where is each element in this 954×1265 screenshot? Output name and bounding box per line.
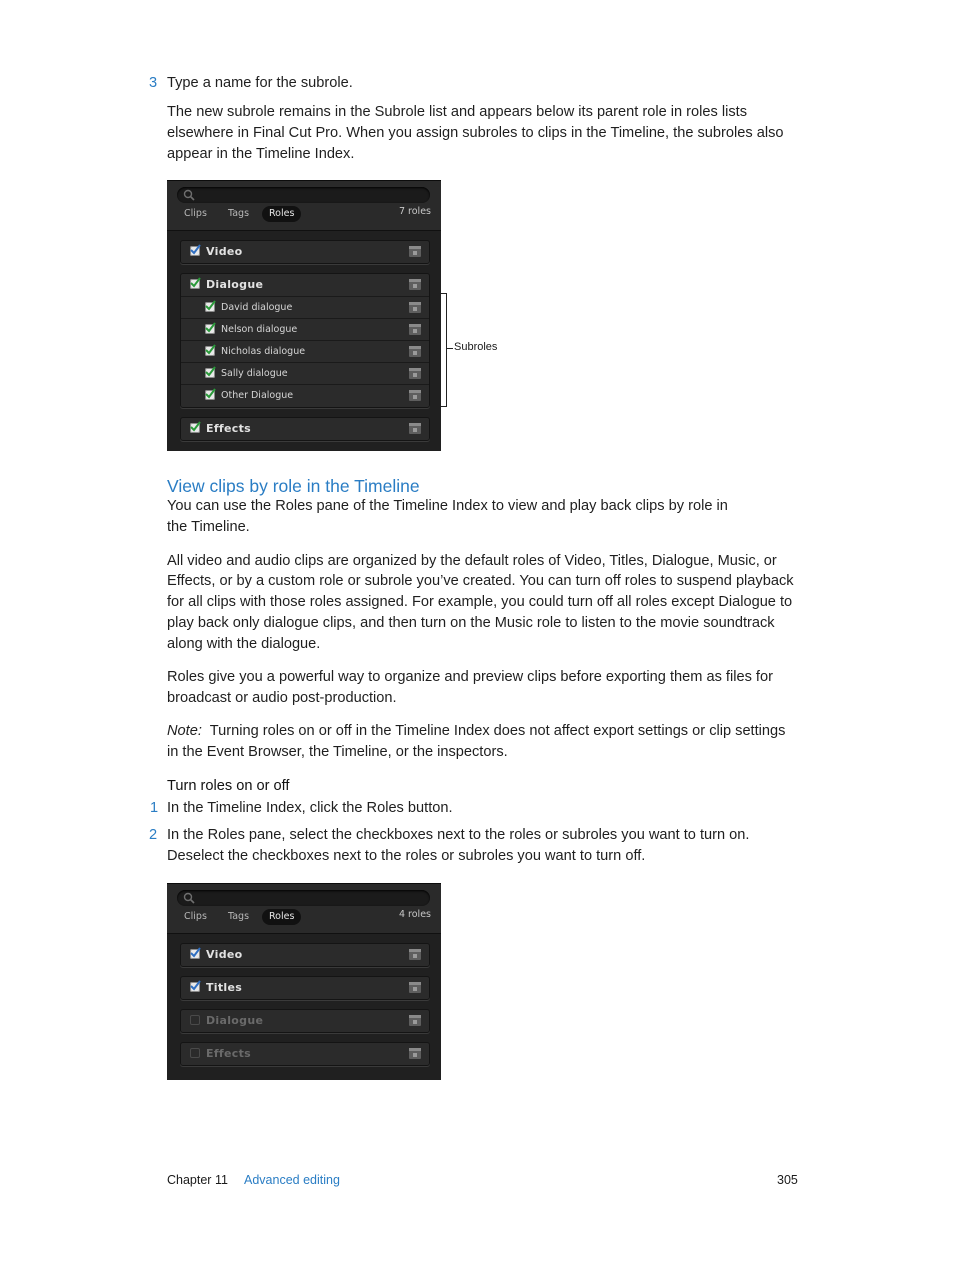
step-1-number: 1 xyxy=(150,800,159,816)
checkmark-icon xyxy=(189,243,202,256)
tab-tags[interactable]: Tags xyxy=(228,911,250,922)
role-row-dialogue[interactable] xyxy=(180,1009,430,1033)
tab-clips[interactable]: Clips xyxy=(184,911,207,922)
note-text: Turning roles on or off in the Timeline Index does not affect export settings or clip settings xyxy=(209,723,786,739)
lane-icon[interactable] xyxy=(409,423,421,434)
checkbox[interactable] xyxy=(205,346,215,356)
role-label: Titles xyxy=(206,981,243,994)
role-label: Effects xyxy=(206,1047,251,1060)
checkmark-icon xyxy=(204,365,217,378)
search-icon xyxy=(183,189,195,201)
subrole-label: Nicholas dialogue xyxy=(221,346,306,357)
checkbox[interactable] xyxy=(205,368,215,378)
checkmark-icon xyxy=(204,343,217,356)
lane-icon[interactable] xyxy=(409,390,421,401)
checkmark-icon xyxy=(204,321,217,334)
roles-count: 7 roles xyxy=(398,206,431,217)
role-row-video[interactable] xyxy=(180,943,430,967)
lane-icon[interactable] xyxy=(409,949,421,960)
checkmark-icon xyxy=(189,946,202,959)
paragraph-line: for all clips with those roles assigned. For example, you could turn off all roles except Dialogue to xyxy=(167,594,793,610)
task-heading: Turn roles on or off xyxy=(167,778,290,794)
role-row-effects[interactable] xyxy=(180,417,430,441)
tab-clips[interactable]: Clips xyxy=(184,208,207,219)
lane-icon[interactable] xyxy=(409,1015,421,1026)
step-2-text: Deselect the checkboxes next to the roles or subroles you want to turn off. xyxy=(167,848,646,864)
search-input[interactable] xyxy=(177,890,430,906)
note-line xyxy=(167,721,785,742)
paragraph-line: play back only dialogue clips, and then turn on the Music role to listen to the movie soundtrack xyxy=(167,615,775,631)
paragraph-line: Effects, or by a custom role or subrole you’ve created. You can turn off roles to suspend playback xyxy=(167,573,794,589)
callout-line xyxy=(446,348,453,349)
checkbox[interactable] xyxy=(190,246,200,256)
role-label: Video xyxy=(206,245,243,258)
paragraph-line: along with the dialogue. xyxy=(167,636,321,652)
role-label: Dialogue xyxy=(206,1014,264,1027)
subrole-label: Nelson dialogue xyxy=(221,324,298,335)
subrole-label: David dialogue xyxy=(221,302,293,313)
subrole-row-david[interactable] xyxy=(181,296,429,319)
subrole-row-nelson[interactable] xyxy=(181,318,429,341)
role-row-effects[interactable] xyxy=(180,1042,430,1066)
lane-icon[interactable] xyxy=(409,346,421,357)
checkbox[interactable] xyxy=(205,324,215,334)
checkmark-icon xyxy=(204,387,217,400)
callout-bracket xyxy=(441,293,447,407)
role-row-titles[interactable] xyxy=(180,976,430,1000)
lane-icon[interactable] xyxy=(409,1048,421,1059)
lane-icon[interactable] xyxy=(409,279,421,290)
checkmark-icon xyxy=(189,420,202,433)
step-3-paragraph-line: The new subrole remains in the Subrole list and appears below its parent role in roles lists xyxy=(167,104,747,120)
callout-subroles: Subroles xyxy=(454,341,498,353)
checkbox[interactable] xyxy=(190,1048,200,1058)
lane-icon[interactable] xyxy=(409,368,421,379)
timeline-index-roles-pane xyxy=(167,180,441,451)
checkmark-icon xyxy=(189,979,202,992)
checkmark-icon xyxy=(189,276,202,289)
checkbox[interactable] xyxy=(190,949,200,959)
pane-header xyxy=(167,181,441,231)
tab-tags[interactable]: Tags xyxy=(228,208,250,219)
paragraph-line: All video and audio clips are organized by the default roles of Video, Titles, Dialogue, Music, or xyxy=(167,553,777,569)
section-heading: View clips by role in the Timeline xyxy=(167,476,420,496)
role-row-video[interactable] xyxy=(180,240,430,264)
step-3-paragraph-line: appear in the Timeline Index. xyxy=(167,146,355,162)
footer-chapter: Chapter 11 xyxy=(167,1173,228,1187)
checkmark-icon xyxy=(204,299,217,312)
checkbox[interactable] xyxy=(190,279,200,289)
role-label: Video xyxy=(206,948,243,961)
step-3-text: Type a name for the subrole. xyxy=(167,75,353,91)
search-input[interactable] xyxy=(177,187,430,203)
lane-icon[interactable] xyxy=(409,982,421,993)
search-icon xyxy=(183,892,195,904)
role-group-dialogue xyxy=(180,273,430,408)
lane-icon[interactable] xyxy=(409,302,421,313)
pane-header xyxy=(167,884,441,934)
roles-count: 4 roles xyxy=(398,909,431,920)
step-1-text: In the Timeline Index, click the Roles button. xyxy=(167,800,453,816)
note-label: Note: xyxy=(167,723,202,739)
checkbox[interactable] xyxy=(205,302,215,312)
tab-roles[interactable]: Roles xyxy=(262,206,301,222)
note-line: in the Event Browser, the Timeline, or the inspectors. xyxy=(167,744,508,760)
page-number: 305 xyxy=(777,1173,798,1187)
timeline-index-roles-pane xyxy=(167,883,441,1080)
paragraph-line: broadcast or audio post-production. xyxy=(167,690,397,706)
checkbox[interactable] xyxy=(190,1015,200,1025)
paragraph-line: You can use the Roles pane of the Timeline Index to view and play back clips by role in xyxy=(167,498,728,514)
checkbox[interactable] xyxy=(205,390,215,400)
subrole-row-other[interactable] xyxy=(181,384,429,407)
tab-roles[interactable]: Roles xyxy=(262,909,301,925)
role-row-dialogue[interactable] xyxy=(181,274,429,296)
paragraph-line: the Timeline. xyxy=(167,519,250,535)
step-2-text: In the Roles pane, select the checkboxes next to the roles or subroles you want to turn on. xyxy=(167,827,750,843)
paragraph-line: Roles give you a powerful way to organize and preview clips before exporting them as files for xyxy=(167,669,773,685)
role-label: Dialogue xyxy=(206,278,264,291)
checkbox[interactable] xyxy=(190,982,200,992)
subrole-row-nicholas[interactable] xyxy=(181,340,429,363)
subrole-label: Other Dialogue xyxy=(221,390,294,401)
role-label: Effects xyxy=(206,422,251,435)
checkbox[interactable] xyxy=(190,423,200,433)
footer-chapter-link[interactable]: Advanced editing xyxy=(244,1173,340,1187)
subrole-label: Sally dialogue xyxy=(221,368,288,379)
step-3-number: 3 xyxy=(149,75,158,91)
step-2-number: 2 xyxy=(149,827,158,843)
subrole-row-sally[interactable] xyxy=(181,362,429,385)
lane-icon[interactable] xyxy=(409,246,421,257)
step-3-paragraph-line: elsewhere in Final Cut Pro. When you assign subroles to clips in the Timeline, the subroles also xyxy=(167,125,784,141)
lane-icon[interactable] xyxy=(409,324,421,335)
